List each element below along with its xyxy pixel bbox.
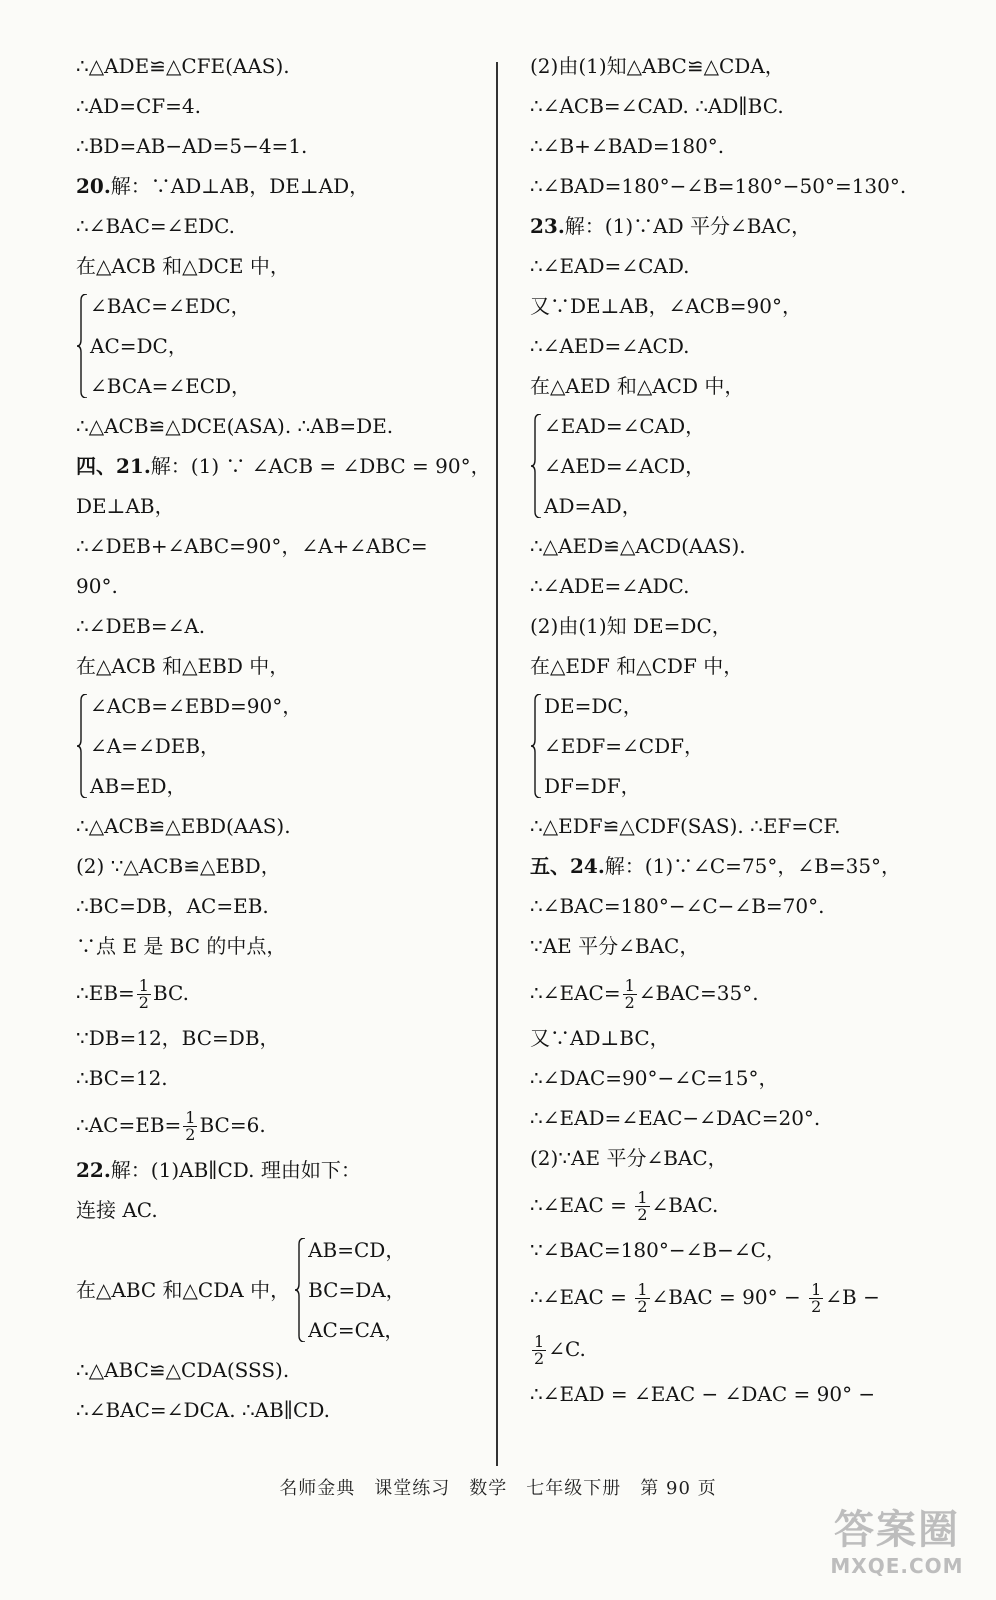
expr-part: ∠BAC. [651,1193,719,1217]
text-line: ∵DB=12，BC=DB， [76,1026,280,1050]
watermark-text: 答案圈 [834,1507,960,1553]
fraction [635,1282,649,1315]
equation-system [294,1238,406,1342]
question-number: 四、21. [76,454,151,478]
system-line: ∠BCA=∠ECD， [90,374,252,398]
text-line: ∵∠BAC=180°−∠B−∠C， [530,1238,786,1262]
expr-part: ∴∠EAC= [530,981,621,1005]
text-line: ∴∠EAD=∠CAD. [530,254,690,278]
expr-part: ∴∠EAC = [530,1193,634,1217]
text-line: ∴BC=12. [76,1066,168,1090]
text-line: DE⊥AB， [76,494,175,518]
fraction [137,978,151,1011]
text-line [530,1186,970,1224]
fraction [623,978,637,1011]
inline-equation-system [76,1238,476,1342]
expr-part: ∠C. [548,1337,586,1361]
page-footer: 名师金典 课堂练习 数学 七年级下册 第 90 页 [279,1478,717,1499]
system-line: AB=ED， [90,774,187,798]
system-line: AC=CA， [308,1318,405,1342]
left-brace-icon [530,694,542,798]
equation-system [76,294,476,398]
question-text: 解：(1)AB∥CD. 理由如下： [110,1158,361,1182]
text-line: (2)由(1)知 DE=DC， [530,614,732,638]
question-24 [530,854,970,878]
question-23 [530,214,970,238]
text-line: ∴△ABC≌△CDA(SSS). [76,1358,290,1382]
fraction-numerator: 1 [637,1188,648,1207]
text-line: ∴BD=AB−AD=5−4=1. [76,134,308,158]
right-column [530,54,970,1422]
expr-part: ∠BAC=35°. [638,981,759,1005]
system-line: ∠ACB=∠EBD=90°， [90,694,303,718]
text-line: 在△ACB 和△EBD 中， [76,654,290,678]
question-number: 20. [76,174,111,198]
expr-part: ∴AC=EB= [76,1113,182,1137]
equation-system [76,694,476,798]
system-line: AC=DC， [90,334,188,358]
text-line: (2)由(1)知△ABC≌△CDA， [530,54,785,78]
equation-system [530,414,970,518]
fraction-denominator: 2 [138,993,149,1012]
question-number: 22. [76,1158,111,1182]
text-line: ∴△EDF≌△CDF(SAS). ∴EF=CF. [530,814,841,838]
text-line: ∴△ACB≌△DCE(ASA). ∴AB=DE. [76,414,394,438]
text-line: 90°. [76,574,118,598]
text-line: 在△EDF 和△CDF 中， [530,654,744,678]
watermark-logo [812,1506,982,1586]
text-line: (2)∵AE 平分∠BAC， [530,1146,728,1170]
question-20 [76,174,476,198]
system-prefix: 在△ABC 和△CDA 中， [76,1278,291,1302]
fraction-numerator: 1 [138,976,149,995]
fraction-numerator: 1 [637,1280,648,1299]
column-divider [496,62,498,1466]
text-line: ∴∠BAD=180°−∠B=180°−50°=130°. [530,174,907,198]
text-line: ∴∠DEB+∠ABC=90°，∠A+∠ABC= [76,534,428,558]
fraction-numerator: 1 [811,1280,822,1299]
expr-part: BC=6. [199,1113,266,1137]
fraction-denominator: 2 [185,1125,196,1144]
text-line: ∴∠DAC=90°−∠C=15°， [530,1066,779,1090]
fraction [635,1190,649,1223]
system-line: AD=AD， [544,494,642,518]
left-brace-icon [530,414,542,518]
system-line: DF=DF， [544,774,641,798]
text-line: ∴AD=CF=4. [76,94,201,118]
text-line: 连接 AC. [76,1198,158,1222]
fraction [532,1334,546,1367]
left-brace-icon [294,1238,306,1342]
text-line: 又∵AD⊥BC， [530,1026,670,1050]
question-21 [76,454,491,478]
text-line: (2) ∵△ACB≌△EBD， [76,854,281,878]
text-line: ∴△AED≌△ACD(AAS). [530,534,746,558]
left-brace-icon [76,694,88,798]
text-line: ∴∠BAC=∠EDC. [76,214,236,238]
watermark-site: MXQE.COM [830,1554,964,1578]
text-line: ∴∠B+∠BAD=180°. [530,134,725,158]
text-line: 在△AED 和△ACD 中， [530,374,745,398]
system-line: ∠A=∠DEB， [90,734,221,758]
expr-part: ∴∠EAC = [530,1285,634,1309]
fraction-denominator: 2 [624,993,635,1012]
question-text: 解：∵AD⊥AB，DE⊥AD， [110,174,370,198]
expr-part: ∠BAC = 90° − [651,1285,808,1309]
text-line: ∴∠DEB=∠A. [76,614,206,638]
text-line: 在△ACB 和△DCE 中， [76,254,290,278]
expr-part: BC. [152,981,189,1005]
text-line [76,1106,476,1144]
text-line [76,974,476,1012]
text-line: ∴∠BAC=180°−∠C−∠B=70°. [530,894,825,918]
text-line: ∴∠ADE=∠ADC. [530,574,690,598]
text-line: ∵点 E 是 BC 的中点， [76,934,287,958]
expr-part: ∴EB= [76,981,135,1005]
text-line: ∴∠ACB=∠CAD. ∴AD∥BC. [530,94,784,118]
text-line: ∴∠EAD = ∠EAC − ∠DAC = 90° − [530,1382,876,1406]
text-line: ∴∠EAD=∠EAC−∠DAC=20°. [530,1106,821,1130]
expr-part: ∠B − [825,1285,880,1309]
fraction-denominator: 2 [811,1297,822,1316]
text-line: ∴△ACB≌△EBD(AAS). [76,814,291,838]
system-line: AB=CD， [308,1238,406,1262]
question-text: 解：(1)∵AD 平分∠BAC， [564,214,812,238]
fraction-numerator: 1 [185,1108,196,1127]
fraction-denominator: 2 [637,1297,648,1316]
fraction-denominator: 2 [637,1205,648,1224]
system-line: ∠BAC=∠EDC， [90,294,251,318]
text-line: 又∵DE⊥AB，∠ACB=90°， [530,294,802,318]
system-line: BC=DA， [308,1278,406,1302]
text-line: ∴BC=DB，AC=EB. [76,894,269,918]
question-22 [76,1158,476,1182]
text-line [530,1278,970,1316]
fraction-denominator: 2 [534,1349,545,1368]
question-number: 五、24. [530,854,605,878]
question-number: 23. [530,214,565,238]
fraction [809,1282,823,1315]
text-line [530,1330,970,1368]
fraction-numerator: 1 [534,1332,545,1351]
system-line: ∠EDF=∠CDF， [544,734,704,758]
system-line: ∠AED=∠ACD， [544,454,706,478]
left-column [76,54,491,1438]
left-brace-icon [76,294,88,398]
text-line: ∵AE 平分∠BAC， [530,934,700,958]
fraction-numerator: 1 [624,976,635,995]
fraction [183,1110,197,1143]
text-line [530,974,970,1012]
question-text: 解：(1) ∵ ∠ACB = ∠DBC = 90°， [150,454,491,478]
system-line: ∠EAD=∠CAD， [544,414,706,438]
text-line: ∴△ADE≌△CFE(AAS). [76,54,290,78]
text-line: ∴∠AED=∠ACD. [530,334,690,358]
question-text: 解：(1)∵∠C=75°，∠B=35°， [604,854,902,878]
text-line: ∴∠BAC=∠DCA. ∴AB∥CD. [76,1398,331,1422]
equation-system [530,694,970,798]
system-line: DE=DC， [544,694,643,718]
